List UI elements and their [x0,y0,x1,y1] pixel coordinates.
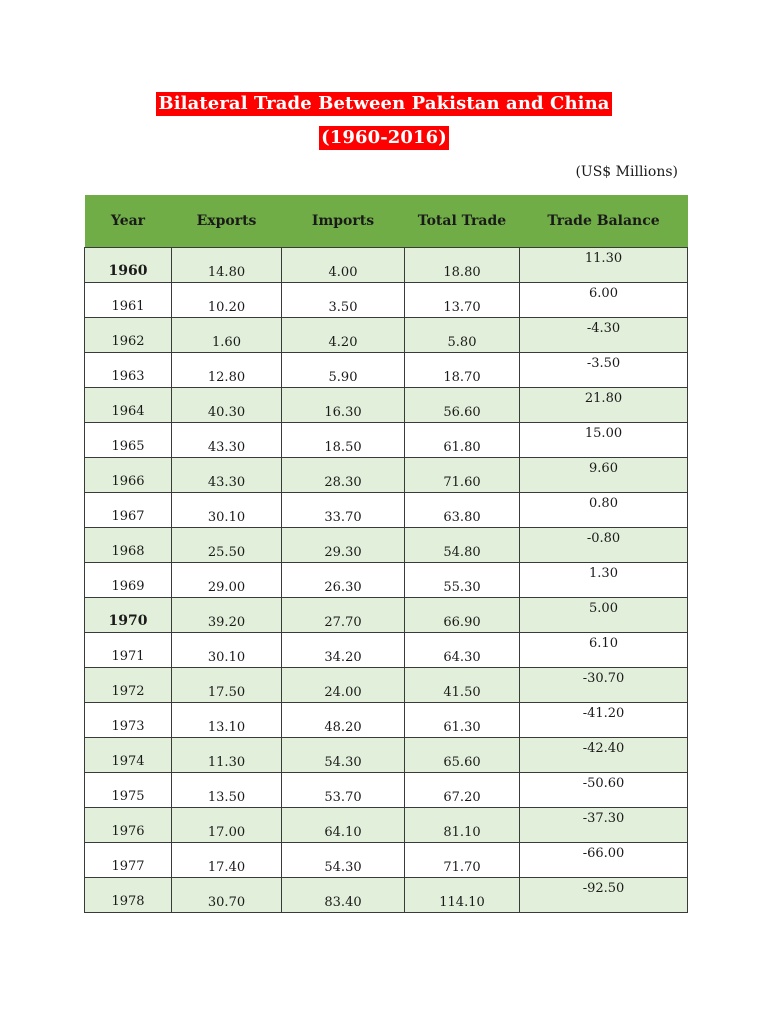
exports-cell: 12.80 [172,353,282,388]
year-cell: 1962 [85,318,172,353]
imports-cell: 34.20 [282,633,405,668]
table-row [85,703,688,738]
total-trade-cell: 65.60 [405,738,520,773]
table-row [85,773,688,808]
table-row [85,423,688,458]
exports-cell: 43.30 [172,423,282,458]
year-cell: 1961 [85,283,172,318]
imports-cell: 53.70 [282,773,405,808]
exports-cell: 10.20 [172,283,282,318]
header-exports: Exports [172,195,282,248]
table-row [85,353,688,388]
imports-cell: 26.30 [282,563,405,598]
year-cell: 1966 [85,458,172,493]
total-trade-cell: 81.10 [405,808,520,843]
total-trade-cell: 71.70 [405,843,520,878]
year-cell: 1964 [85,388,172,423]
year-cell: 1969 [85,563,172,598]
trade-balance-cell: -0.80 [520,528,688,563]
exports-cell: 14.80 [172,248,282,283]
table-row [85,458,688,493]
trade-balance-cell: 21.80 [520,388,688,423]
imports-cell: 54.30 [282,738,405,773]
total-trade-cell: 67.20 [405,773,520,808]
header-row [85,195,688,248]
table-body [85,248,688,913]
table-row [85,283,688,318]
trade-balance-cell: -42.40 [520,738,688,773]
table-row [85,528,688,563]
table-row [85,843,688,878]
trade-balance-cell: 15.00 [520,423,688,458]
document-title-years: (1960-2016) [321,127,447,148]
imports-cell: 5.90 [282,353,405,388]
imports-cell: 83.40 [282,878,405,913]
table-row [85,668,688,703]
header-year: Year [85,195,172,248]
imports-cell: 54.30 [282,843,405,878]
total-trade-cell: 55.30 [405,563,520,598]
total-trade-cell: 61.80 [405,423,520,458]
table-row [85,563,688,598]
year-cell: 1970 [85,598,172,633]
table-row [85,248,688,283]
imports-cell: 18.50 [282,423,405,458]
trade-table [84,195,688,913]
year-cell: 1978 [85,878,172,913]
year-cell: 1973 [85,703,172,738]
exports-cell: 43.30 [172,458,282,493]
imports-cell: 16.30 [282,388,405,423]
imports-cell: 3.50 [282,283,405,318]
header-total-trade: Total Trade [405,195,520,248]
exports-cell: 30.70 [172,878,282,913]
table-row [85,318,688,353]
imports-cell: 33.70 [282,493,405,528]
trade-balance-cell: 5.00 [520,598,688,633]
total-trade-cell: 18.70 [405,353,520,388]
imports-cell: 29.30 [282,528,405,563]
trade-balance-cell: 6.10 [520,633,688,668]
total-trade-cell: 18.80 [405,248,520,283]
year-cell: 1974 [85,738,172,773]
year-cell: 1972 [85,668,172,703]
total-trade-cell: 114.10 [405,878,520,913]
total-trade-cell: 66.90 [405,598,520,633]
trade-balance-cell: -3.50 [520,353,688,388]
document-title: Bilateral Trade Between Pakistan and China [158,93,610,114]
trade-balance-cell: 0.80 [520,493,688,528]
exports-cell: 30.10 [172,493,282,528]
trade-balance-cell: 11.30 [520,248,688,283]
table-row [85,388,688,423]
total-trade-cell: 63.80 [405,493,520,528]
trade-balance-cell: 1.30 [520,563,688,598]
trade-balance-cell: 6.00 [520,283,688,318]
imports-cell: 24.00 [282,668,405,703]
year-cell: 1960 [85,248,172,283]
total-trade-cell: 41.50 [405,668,520,703]
exports-cell: 17.50 [172,668,282,703]
trade-balance-cell: -30.70 [520,668,688,703]
imports-cell: 4.20 [282,318,405,353]
exports-cell: 17.40 [172,843,282,878]
year-cell: 1975 [85,773,172,808]
trade-balance-cell: -66.00 [520,843,688,878]
trade-balance-cell: -50.60 [520,773,688,808]
total-trade-cell: 71.60 [405,458,520,493]
table-row [85,808,688,843]
table-row [85,598,688,633]
exports-cell: 1.60 [172,318,282,353]
exports-cell: 29.00 [172,563,282,598]
imports-cell: 48.20 [282,703,405,738]
total-trade-cell: 64.30 [405,633,520,668]
year-cell: 1967 [85,493,172,528]
trade-balance-cell: -41.20 [520,703,688,738]
total-trade-cell: 54.80 [405,528,520,563]
year-cell: 1965 [85,423,172,458]
exports-cell: 13.50 [172,773,282,808]
trade-balance-cell: -4.30 [520,318,688,353]
title-block [0,92,768,150]
exports-cell: 13.10 [172,703,282,738]
year-cell: 1976 [85,808,172,843]
year-cell: 1971 [85,633,172,668]
year-cell: 1968 [85,528,172,563]
imports-cell: 64.10 [282,808,405,843]
table-row [85,633,688,668]
total-trade-cell: 13.70 [405,283,520,318]
imports-cell: 27.70 [282,598,405,633]
trade-balance-cell: 9.60 [520,458,688,493]
trade-balance-cell: -37.30 [520,808,688,843]
imports-cell: 28.30 [282,458,405,493]
trade-balance-cell: -92.50 [520,878,688,913]
table-header [85,195,688,248]
exports-cell: 11.30 [172,738,282,773]
header-imports: Imports [282,195,405,248]
year-cell: 1963 [85,353,172,388]
exports-cell: 30.10 [172,633,282,668]
total-trade-cell: 5.80 [405,318,520,353]
year-cell: 1977 [85,843,172,878]
total-trade-cell: 61.30 [405,703,520,738]
exports-cell: 40.30 [172,388,282,423]
header-trade-balance: Trade Balance [520,195,688,248]
units-label: (US$ Millions) [575,164,678,180]
exports-cell: 25.50 [172,528,282,563]
table-row [85,493,688,528]
exports-cell: 39.20 [172,598,282,633]
table-row [85,878,688,913]
imports-cell: 4.00 [282,248,405,283]
exports-cell: 17.00 [172,808,282,843]
total-trade-cell: 56.60 [405,388,520,423]
table-row [85,738,688,773]
